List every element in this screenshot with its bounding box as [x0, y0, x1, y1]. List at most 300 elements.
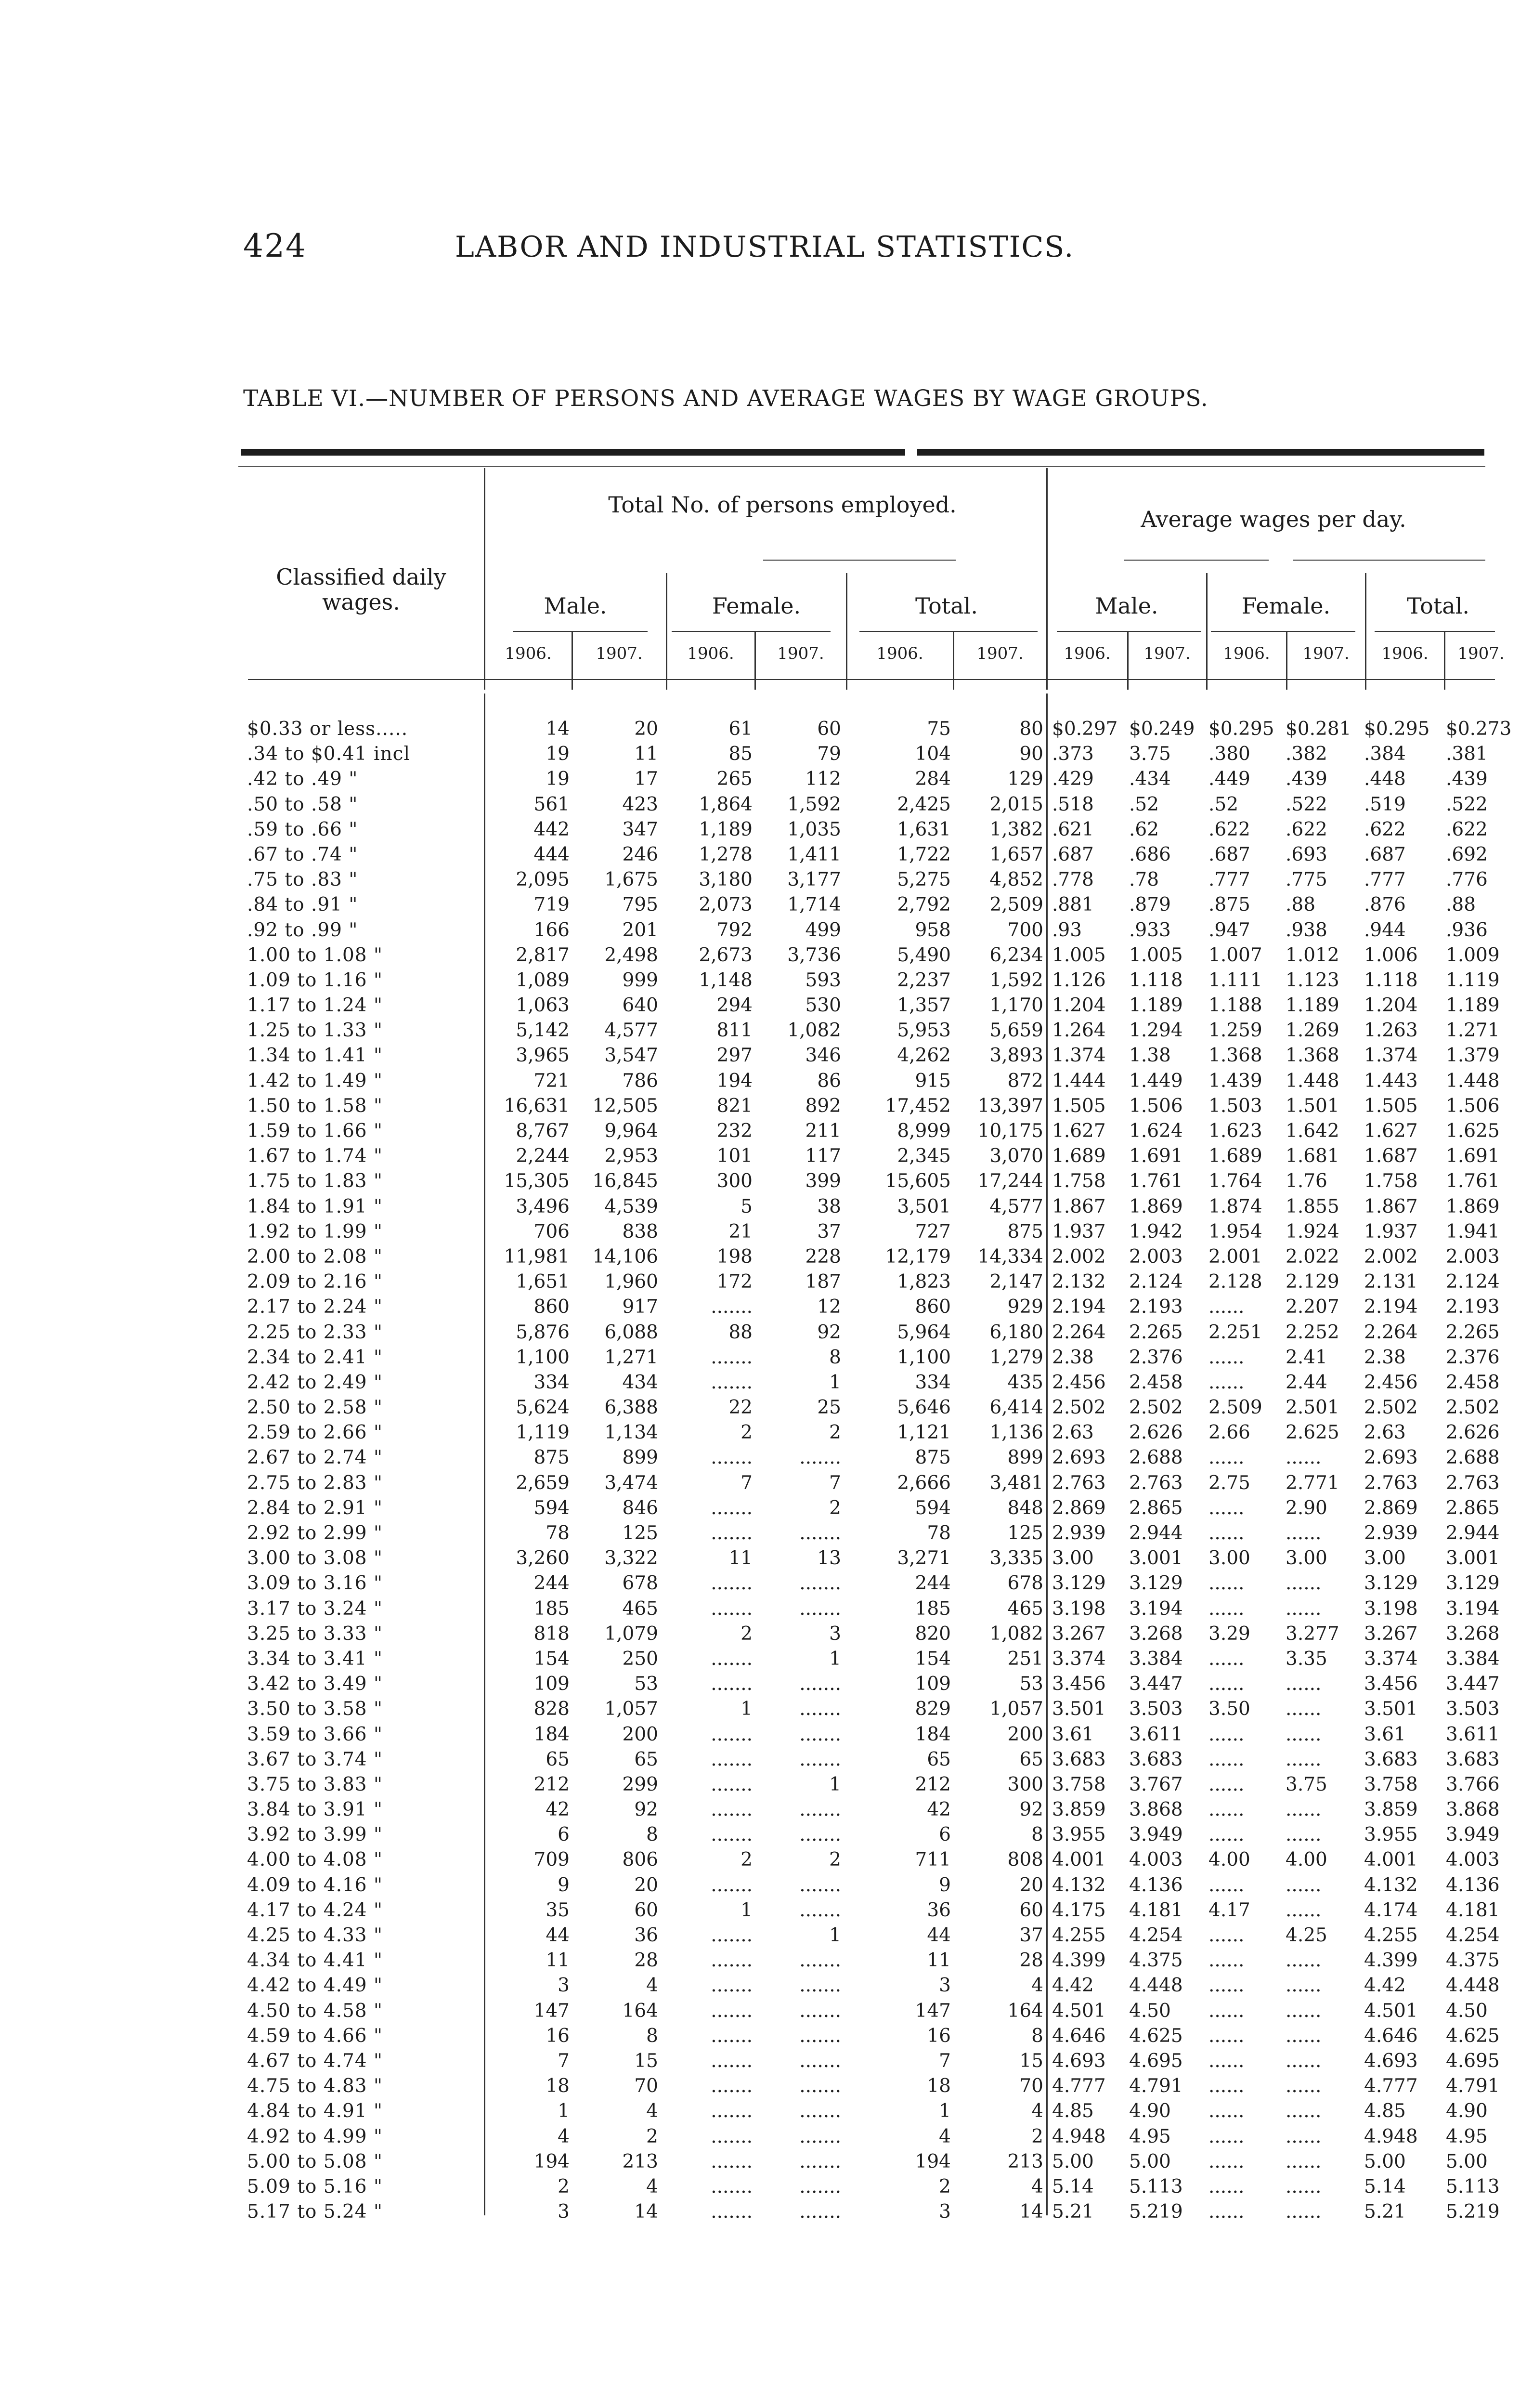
cell-female-1907: 1: [829, 1371, 841, 1393]
cell-male-1907: 8: [646, 1824, 658, 1846]
cell-total-1907: 3,893: [989, 1045, 1043, 1067]
cell-avg-female-1907: ......: [1286, 1874, 1322, 1896]
cell-avg-male-1907: 1.942: [1129, 1220, 1183, 1243]
cell-avg-total-1906: 2.194: [1364, 1296, 1418, 1318]
cell-avg-male-1906: 2.194: [1052, 1296, 1106, 1318]
cell-female-1907: .......: [799, 2201, 841, 2223]
cell-male-1907: 1,271: [604, 1346, 658, 1368]
cell-avg-male-1907: 3.194: [1129, 1597, 1183, 1620]
cell-male-1906: 65: [546, 1748, 570, 1770]
cell-avg-male-1906: 1.374: [1052, 1045, 1106, 1067]
cell-avg-male-1906: 3.683: [1052, 1748, 1106, 1770]
cell-wage-range: 4.17 to 4.24 ": [247, 1899, 383, 1921]
cell-avg-male-1907: 4.003: [1129, 1849, 1183, 1871]
cell-female-1907: 117: [805, 1145, 841, 1167]
cell-avg-female-1906: 1.368: [1208, 1045, 1262, 1067]
cell-avg-male-1906: 2.38: [1052, 1346, 1094, 1368]
cell-female-1906: .......: [711, 1975, 753, 1997]
cell-wage-range: 4.25 to 4.33 ": [247, 1924, 383, 1946]
cell-avg-total-1907: 1.691: [1446, 1145, 1500, 1167]
cell-total-1907: 2,147: [989, 1271, 1043, 1293]
cell-wage-range: 3.75 to 3.83 ": [247, 1773, 383, 1795]
cell-male-1907: 15: [634, 2050, 658, 2072]
cell-avg-female-1907: 1.76: [1286, 1170, 1327, 1192]
table-row: [238, 2074, 1509, 2099]
year-heading: 1906.: [876, 644, 923, 663]
cell-avg-total-1906: 4.646: [1364, 2025, 1418, 2047]
cell-male-1906: 14: [546, 718, 570, 740]
cell-avg-male-1907: 4.90: [1129, 2100, 1171, 2122]
table-row: [238, 943, 1509, 968]
cell-female-1906: 5: [741, 1195, 753, 1217]
cell-female-1907: .......: [799, 1874, 841, 1896]
cell-avg-total-1906: 2.456: [1364, 1371, 1418, 1393]
cell-avg-total-1907: 4.254: [1446, 1924, 1500, 1946]
table-row: [238, 1521, 1509, 1546]
table-row: [238, 1923, 1509, 1948]
cell-avg-female-1906: ......: [1208, 1447, 1245, 1469]
cell-avg-total-1906: 3.198: [1364, 1597, 1418, 1620]
cell-male-1907: 838: [622, 1220, 658, 1243]
cell-avg-total-1907: 4.625: [1446, 2025, 1500, 2047]
cell-male-1906: 828: [533, 1698, 570, 1720]
cell-avg-total-1907: 3.949: [1446, 1824, 1500, 1846]
table-row: [238, 1194, 1509, 1219]
cell-wage-range: 2.17 to 2.24 ": [247, 1296, 383, 1318]
female-wages-heading: Female.: [1241, 593, 1331, 619]
cell-female-1907: 12: [817, 1296, 841, 1318]
cell-avg-female-1907: ......: [1286, 2150, 1322, 2172]
cell-avg-male-1907: 2.376: [1129, 1346, 1183, 1368]
cell-wage-range: 1.75 to 1.83 ": [247, 1170, 383, 1192]
cell-female-1907: .......: [799, 2175, 841, 2198]
cell-avg-male-1906: .778: [1052, 869, 1094, 891]
table-row: [238, 2024, 1509, 2049]
header-rule: [859, 631, 1038, 632]
cell-total-1907: 6,414: [989, 1397, 1043, 1419]
cell-male-1907: 14: [634, 2201, 658, 2223]
cell-female-1907: 1,035: [787, 818, 841, 840]
cell-female-1906: .......: [711, 2000, 753, 2022]
cell-avg-male-1907: .686: [1129, 843, 1171, 865]
table-row: [238, 1269, 1509, 1295]
cell-male-1907: 795: [622, 894, 658, 916]
cell-male-1906: 147: [533, 2000, 570, 2022]
cell-total-1906: 15,605: [885, 1170, 951, 1192]
cell-female-1907: 2: [829, 1849, 841, 1871]
header-rule: [1211, 631, 1355, 632]
cell-avg-total-1907: 5.00: [1446, 2150, 1488, 2172]
cell-female-1906: .......: [711, 2150, 753, 2172]
year-heading: 1907.: [1457, 644, 1505, 663]
cell-male-1906: 212: [533, 1773, 570, 1795]
cell-avg-male-1906: $0.297: [1052, 718, 1118, 740]
cell-avg-female-1906: 1.439: [1208, 1070, 1262, 1092]
cell-avg-male-1907: 2.688: [1129, 1447, 1183, 1469]
cell-female-1907: .......: [799, 1824, 841, 1846]
cell-total-1906: 334: [915, 1371, 951, 1393]
cell-avg-female-1907: ......: [1286, 1698, 1322, 1720]
cell-male-1906: 1,089: [516, 969, 570, 991]
cell-total-1906: 244: [915, 1572, 951, 1595]
cell-avg-male-1906: .93: [1052, 919, 1082, 941]
body-divider: [484, 694, 485, 2215]
cell-avg-total-1907: 2.193: [1446, 1296, 1500, 1318]
table-row: [238, 1496, 1509, 1521]
cell-wage-range: 4.42 to 4.49 ": [247, 1975, 383, 1997]
cell-avg-female-1906: 3.00: [1208, 1547, 1250, 1570]
cell-avg-male-1906: .621: [1052, 818, 1094, 840]
cell-wage-range: 2.59 to 2.66 ": [247, 1422, 383, 1444]
cell-total-1907: 1,657: [989, 843, 1043, 865]
cell-total-1906: 8,999: [897, 1120, 951, 1142]
cell-avg-female-1906: 3.50: [1208, 1698, 1250, 1720]
cell-male-1907: 1,960: [604, 1271, 658, 1293]
cell-avg-total-1906: 1.867: [1364, 1195, 1418, 1217]
cell-wage-range: 4.92 to 4.99 ": [247, 2125, 383, 2147]
cell-avg-total-1906: .687: [1364, 843, 1406, 865]
cell-male-1906: 6: [558, 1824, 570, 1846]
cell-total-1906: 711: [915, 1849, 951, 1871]
cell-avg-male-1906: 1.867: [1052, 1195, 1106, 1217]
cell-male-1906: 444: [533, 843, 570, 865]
page-number: 424: [243, 227, 307, 264]
cell-avg-total-1907: .381: [1446, 743, 1488, 765]
cell-avg-female-1907: ......: [1286, 2201, 1322, 2223]
cell-female-1907: 112: [805, 768, 841, 790]
table-row: [238, 1772, 1509, 1797]
cell-avg-female-1906: ......: [1208, 1371, 1245, 1393]
cell-total-1906: 2,345: [897, 1145, 951, 1167]
cell-avg-male-1907: 3.384: [1129, 1648, 1183, 1670]
cell-male-1906: 719: [533, 894, 570, 916]
cell-male-1907: 4: [646, 2100, 658, 2122]
cell-avg-total-1906: 1.443: [1364, 1070, 1418, 1092]
cell-total-1906: 18: [927, 2075, 951, 2097]
cell-wage-range: 4.75 to 4.83 ": [247, 2075, 383, 2097]
cell-avg-male-1907: 3.949: [1129, 1824, 1183, 1846]
cell-female-1906: .......: [711, 1673, 753, 1695]
cell-avg-total-1907: 4.448: [1446, 1975, 1500, 1997]
cell-female-1907: .......: [799, 1522, 841, 1544]
cell-total-1906: 1,121: [897, 1422, 951, 1444]
cell-male-1906: 2,659: [516, 1472, 570, 1494]
cell-avg-total-1906: 2.869: [1364, 1497, 1418, 1519]
cell-avg-male-1906: 5.14: [1052, 2175, 1094, 2198]
cell-wage-range: 2.50 to 2.58 ": [247, 1397, 383, 1419]
cell-avg-female-1907: ......: [1286, 1799, 1322, 1821]
cell-avg-female-1906: ......: [1208, 2175, 1245, 2198]
cell-avg-male-1906: 2.763: [1052, 1472, 1106, 1494]
cell-avg-female-1907: ......: [1286, 1950, 1322, 1972]
cell-avg-total-1906: 1.263: [1364, 1020, 1418, 1042]
cell-avg-total-1907: 2.944: [1446, 1522, 1500, 1544]
cell-avg-female-1907: $0.281: [1286, 718, 1351, 740]
cell-wage-range: 1.84 to 1.91 ": [247, 1195, 383, 1217]
cell-avg-total-1906: 2.63: [1364, 1422, 1406, 1444]
table-row: [238, 1244, 1509, 1269]
cell-wage-range: 3.50 to 3.58 ": [247, 1698, 383, 1720]
cell-avg-total-1906: 5.21: [1364, 2201, 1406, 2223]
cell-avg-total-1906: 2.763: [1364, 1472, 1418, 1494]
cell-avg-total-1907: 3.868: [1446, 1799, 1500, 1821]
cell-avg-female-1907: 2.625: [1286, 1422, 1339, 1444]
cell-avg-female-1907: ......: [1286, 1899, 1322, 1921]
cell-avg-total-1906: 3.955: [1364, 1824, 1418, 1846]
cell-female-1906: .......: [711, 1572, 753, 1595]
cell-avg-female-1906: ......: [1208, 1597, 1245, 1620]
cell-avg-male-1906: .881: [1052, 894, 1094, 916]
cell-total-1907: 1,136: [989, 1422, 1043, 1444]
cell-female-1907: 92: [817, 1321, 841, 1343]
cell-avg-female-1906: 2.66: [1208, 1422, 1250, 1444]
cell-total-1906: 284: [915, 768, 951, 790]
cell-wage-range: 5.00 to 5.08 ": [247, 2150, 383, 2172]
cell-avg-male-1906: 1.689: [1052, 1145, 1106, 1167]
cell-avg-male-1906: 3.374: [1052, 1648, 1106, 1670]
cell-total-1907: 17,244: [977, 1170, 1043, 1192]
header-rule: [1293, 560, 1485, 561]
cell-male-1906: 11: [546, 1950, 570, 1972]
cell-total-1907: 6,234: [989, 944, 1043, 966]
cell-avg-total-1907: 2.124: [1446, 1271, 1500, 1293]
table-row: [238, 1018, 1509, 1043]
cell-female-1906: .......: [711, 1773, 753, 1795]
cell-male-1907: 3,547: [604, 1045, 658, 1067]
cell-total-1906: 1,631: [897, 818, 951, 840]
cell-avg-male-1906: 4.777: [1052, 2075, 1106, 2097]
cell-avg-male-1906: 1.505: [1052, 1095, 1106, 1117]
cell-wage-range: 1.00 to 1.08 ": [247, 944, 383, 966]
cell-total-1906: 3,501: [897, 1195, 951, 1217]
thin-rule: [238, 466, 1485, 467]
cell-avg-male-1906: 3.501: [1052, 1698, 1106, 1720]
cell-avg-total-1906: 4.501: [1364, 2000, 1418, 2022]
cell-male-1906: 818: [533, 1623, 570, 1645]
cell-female-1906: .......: [711, 1597, 753, 1620]
cell-total-1907: 848: [1007, 1497, 1043, 1519]
cell-male-1906: 109: [533, 1673, 570, 1695]
cell-avg-male-1906: 1.126: [1052, 969, 1106, 991]
cell-avg-total-1906: .944: [1364, 919, 1406, 941]
cell-female-1907: .......: [799, 2075, 841, 2097]
cell-avg-female-1906: ......: [1208, 2201, 1245, 2223]
cell-avg-male-1907: 5.219: [1129, 2201, 1183, 2223]
cell-male-1906: 19: [546, 768, 570, 790]
cell-avg-total-1907: 2.688: [1446, 1447, 1500, 1469]
cell-total-1907: 4: [1031, 2175, 1043, 2198]
cell-total-1907: 60: [1019, 1899, 1043, 1921]
cell-avg-male-1907: 1.38: [1129, 1045, 1171, 1067]
cell-avg-total-1907: 1.625: [1446, 1120, 1500, 1142]
cell-avg-female-1906: 3.29: [1208, 1623, 1250, 1645]
cell-avg-male-1906: 2.869: [1052, 1497, 1106, 1519]
cell-wage-range: 5.09 to 5.16 ": [247, 2175, 383, 2198]
cell-total-1907: 2,509: [989, 894, 1043, 916]
year-heading: 1906.: [1381, 644, 1429, 663]
table-row: [238, 2174, 1509, 2199]
cell-female-1907: 2: [829, 1422, 841, 1444]
cell-wage-range: 5.17 to 5.24 ": [247, 2201, 383, 2223]
cell-avg-female-1906: ......: [1208, 1824, 1245, 1846]
cell-female-1907: 38: [817, 1195, 841, 1217]
cell-male-1907: 17: [634, 768, 658, 790]
cell-male-1906: 709: [533, 1849, 570, 1871]
cell-avg-total-1906: 4.132: [1364, 1874, 1418, 1896]
cell-avg-female-1906: .947: [1208, 919, 1250, 941]
cell-female-1907: 1: [829, 1924, 841, 1946]
header-rule: [763, 560, 956, 561]
cell-total-1907: 65: [1019, 1748, 1043, 1770]
cell-avg-male-1907: $0.249: [1129, 718, 1195, 740]
cell-avg-female-1907: ......: [1286, 1572, 1322, 1595]
cell-avg-total-1907: 2.458: [1446, 1371, 1500, 1393]
cell-male-1907: 917: [622, 1296, 658, 1318]
cell-avg-total-1906: 2.693: [1364, 1447, 1418, 1469]
cell-total-1907: 2: [1031, 2125, 1043, 2147]
cell-avg-total-1907: 4.695: [1446, 2050, 1500, 2072]
cell-avg-total-1906: 3.129: [1364, 1572, 1418, 1595]
cell-wage-range: .67 to .74 ": [247, 843, 358, 865]
cell-avg-total-1907: 4.136: [1446, 1874, 1500, 1896]
cell-total-1906: 875: [915, 1447, 951, 1469]
cell-wage-range: .59 to .66 ": [247, 818, 358, 840]
cell-total-1906: 5,646: [897, 1397, 951, 1419]
table-row: [238, 1119, 1509, 1144]
cell-wage-range: 3.25 to 3.33 ": [247, 1623, 383, 1645]
cell-wage-range: 2.75 to 2.83 ": [247, 1472, 383, 1494]
cell-female-1906: 811: [716, 1020, 753, 1042]
cell-avg-total-1906: 1.006: [1364, 944, 1418, 966]
cell-wage-range: .75 to .83 ": [247, 869, 358, 891]
cell-wage-range: 3.34 to 3.41 ": [247, 1648, 383, 1670]
cell-avg-female-1906: 4.00: [1208, 1849, 1250, 1871]
cell-total-1906: 109: [915, 1673, 951, 1695]
cell-avg-male-1906: 4.85: [1052, 2100, 1094, 2122]
cell-total-1906: 212: [915, 1773, 951, 1795]
cell-total-1907: 808: [1007, 1849, 1043, 1871]
cell-avg-female-1906: .622: [1208, 818, 1250, 840]
cell-wage-range: 4.50 to 4.58 ": [247, 2000, 383, 2022]
cell-avg-female-1907: ......: [1286, 2175, 1322, 2198]
cell-wage-range: 2.92 to 2.99 ": [247, 1522, 383, 1544]
cell-total-1906: 184: [915, 1723, 951, 1745]
cell-total-1907: 53: [1019, 1673, 1043, 1695]
cell-avg-total-1906: 2.939: [1364, 1522, 1418, 1544]
cell-female-1906: 1,148: [699, 969, 753, 991]
cell-avg-male-1907: 4.695: [1129, 2050, 1183, 2072]
header-rule: [513, 631, 648, 632]
cell-male-1907: 846: [622, 1497, 658, 1519]
cell-avg-total-1906: 2.264: [1364, 1321, 1418, 1343]
cell-male-1906: 5,142: [516, 1020, 570, 1042]
table-row: [238, 1722, 1509, 1747]
cell-female-1907: .......: [799, 2100, 841, 2122]
cell-avg-female-1907: 2.207: [1286, 1296, 1339, 1318]
table-row: [238, 1571, 1509, 1596]
cell-avg-male-1907: 1.118: [1129, 969, 1183, 991]
header-divider: [666, 573, 667, 690]
cell-total-1907: 251: [1007, 1648, 1043, 1670]
cell-avg-male-1906: .518: [1052, 793, 1094, 815]
cell-female-1906: 2,673: [699, 944, 753, 966]
cell-total-1906: 2,425: [897, 793, 951, 815]
table-row: [238, 792, 1509, 817]
cell-female-1907: .......: [799, 1975, 841, 1997]
cell-avg-female-1907: ......: [1286, 2025, 1322, 2047]
cell-female-1907: .......: [799, 1597, 841, 1620]
cell-total-1907: 2,015: [989, 793, 1043, 815]
cell-avg-total-1907: 1.189: [1446, 995, 1500, 1017]
cell-female-1907: 13: [817, 1547, 841, 1570]
cell-male-1906: 15,305: [504, 1170, 570, 1192]
cell-avg-female-1906: ......: [1208, 2025, 1245, 2047]
cell-female-1906: 792: [716, 919, 753, 941]
cell-avg-female-1906: 1.188: [1208, 995, 1262, 1017]
cell-avg-female-1907: .775: [1286, 869, 1327, 891]
table-row: [238, 1144, 1509, 1169]
header-divider: [1206, 573, 1208, 690]
cell-male-1907: 11: [634, 743, 658, 765]
cell-male-1906: 8,767: [516, 1120, 570, 1142]
cell-avg-female-1907: 1.368: [1286, 1045, 1339, 1067]
cell-female-1906: .......: [711, 1874, 753, 1896]
cell-avg-total-1907: 2.763: [1446, 1472, 1500, 1494]
cell-wage-range: 3.59 to 3.66 ": [247, 1723, 383, 1745]
table-row: [238, 1043, 1509, 1068]
cell-avg-male-1907: 3.001: [1129, 1547, 1183, 1570]
cell-avg-female-1907: ......: [1286, 1522, 1322, 1544]
cell-female-1907: .......: [799, 1899, 841, 1921]
cell-total-1906: 9: [939, 1874, 951, 1896]
cell-female-1907: .......: [799, 1698, 841, 1720]
cell-male-1907: 8: [646, 2025, 658, 2047]
cell-avg-total-1906: 4.255: [1364, 1924, 1418, 1946]
cell-avg-female-1906: ......: [1208, 1975, 1245, 1997]
cell-male-1906: 194: [533, 2150, 570, 2172]
cell-avg-male-1906: 2.939: [1052, 1522, 1106, 1544]
cell-avg-female-1906: ......: [1208, 1296, 1245, 1318]
cell-avg-female-1907: 2.129: [1286, 1271, 1339, 1293]
cell-avg-male-1907: 4.254: [1129, 1924, 1183, 1946]
cell-female-1906: .......: [711, 1799, 753, 1821]
cell-female-1906: 85: [728, 743, 753, 765]
cell-avg-total-1907: .522: [1446, 793, 1488, 815]
cell-avg-total-1907: 5.219: [1446, 2201, 1500, 2223]
cell-male-1907: 2: [646, 2125, 658, 2147]
cell-avg-female-1906: 2.128: [1208, 1271, 1262, 1293]
cell-female-1906: .......: [711, 2201, 753, 2223]
total-persons-subheading: Total.: [915, 593, 978, 619]
cell-avg-male-1907: 3.767: [1129, 1773, 1183, 1795]
cell-avg-male-1907: 1.294: [1129, 1020, 1183, 1042]
cell-avg-female-1906: 1.954: [1208, 1220, 1262, 1243]
cell-avg-total-1907: 3.766: [1446, 1773, 1500, 1795]
cell-male-1906: 3,965: [516, 1045, 570, 1067]
cell-female-1906: 7: [741, 1472, 753, 1494]
cell-avg-female-1906: ......: [1208, 2150, 1245, 2172]
cell-male-1906: 2: [558, 2175, 570, 2198]
cell-male-1906: 3,260: [516, 1547, 570, 1570]
table-row: [238, 1822, 1509, 1847]
cell-wage-range: .84 to .91 ": [247, 894, 358, 916]
cell-female-1906: 2: [741, 1849, 753, 1871]
cell-wage-range: 1.34 to 1.41 ": [247, 1045, 383, 1067]
cell-female-1906: .......: [711, 1648, 753, 1670]
cell-avg-female-1907: ......: [1286, 2050, 1322, 2072]
table-row: [238, 1445, 1509, 1470]
cell-female-1906: .......: [711, 1497, 753, 1519]
